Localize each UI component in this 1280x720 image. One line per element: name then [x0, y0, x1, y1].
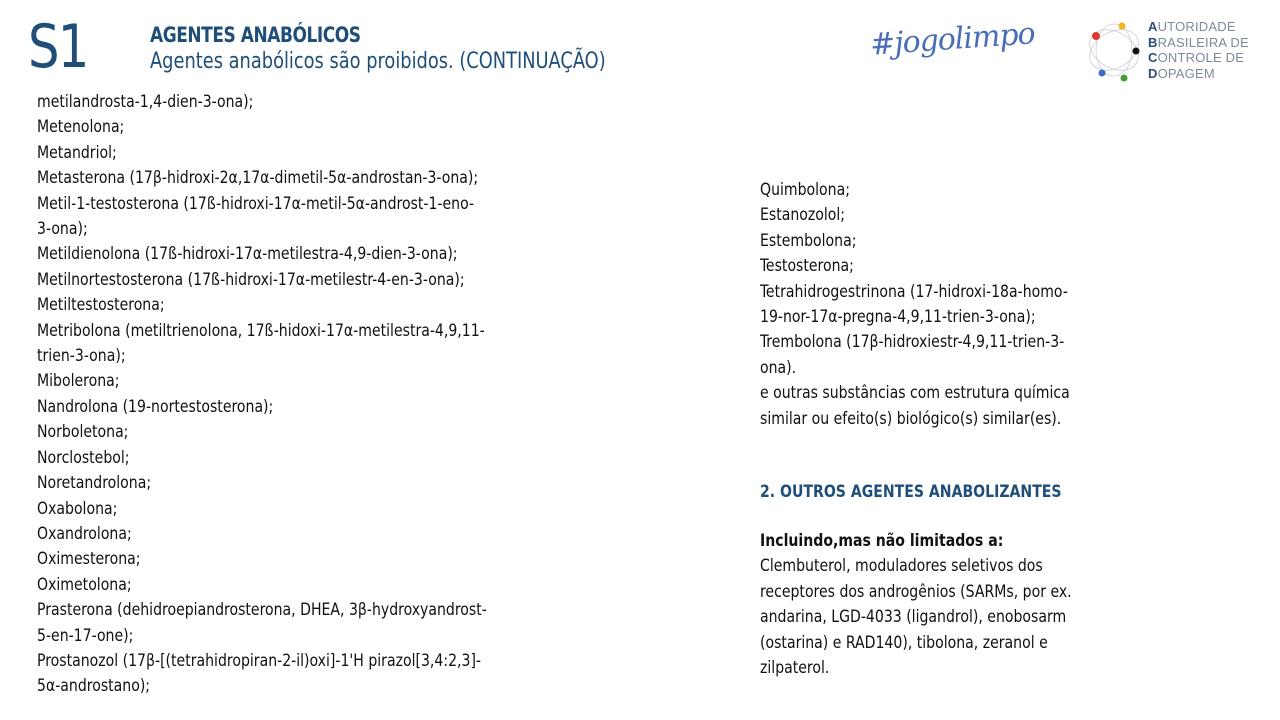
list-line: Metilnortestosterona (17ß-hidroxi-17α-metilestr-4-en-3-ona); — [37, 269, 465, 290]
list-line: Quimbolona; — [760, 180, 850, 200]
substance-list-left — [37, 90, 526, 700]
list-line: 5α-androstano); — [37, 676, 151, 697]
substance-list-right — [760, 178, 1097, 432]
list-line: Metil-1-testosterona (17ß-hidroxi-17α-metil-5α-androst-1-eno- — [37, 193, 475, 214]
list-line: Estembolona; — [760, 230, 857, 251]
list-line: Oximetolona; — [37, 574, 132, 595]
list-line: Metasterona (17β-hidroxi-2α,17α-dimetil-5α-androstan-3-ona); — [37, 168, 479, 189]
intro-label: Incluindo,mas não limitados a: — [760, 531, 1004, 551]
list-line: Estanozolol; — [760, 205, 846, 226]
list-line: Metandriol; — [37, 142, 117, 163]
page-subtitle: Agentes anabólicos são proibidos. (CONTINUAÇÃO) — [150, 49, 606, 74]
list-line: Testosterona; — [760, 256, 854, 277]
list-line: Norclostebol; — [37, 447, 130, 468]
list-line: e outras substâncias com estrutura química — [760, 383, 1070, 404]
list-line: zilpaterol. — [760, 658, 830, 679]
abcd-logo-icon — [1084, 14, 1144, 84]
list-line: similar ou efeito(s) biológico(s) similar(es). — [760, 408, 1062, 429]
list-line: Mibolerona; — [37, 371, 120, 392]
list-line: Clembuterol, moduladores seletivos dos — [760, 556, 1043, 577]
section-heading: 2. OUTROS AGENTES ANABOLIZANTES — [760, 482, 1062, 502]
org-name: AUTORIDADE BRASILEIRA DE CONTROLE DE DOPAGEM — [1148, 19, 1249, 81]
list-line: Prostanozol (17β-[(tetrahidropiran-2-il)oxi]-1'H pirazol[3,4:2,3]- — [37, 650, 482, 671]
list-line: Noretandrolona; — [37, 473, 152, 494]
list-line: 5-en-17-one); — [37, 625, 134, 646]
list-line: andarina, LGD-4033 (ligandrol), enobosarm — [760, 607, 1067, 628]
list-line: Metribolona (metiltrienolona, 17ß-hidoxi-17α-metilestra-4,9,11- — [37, 320, 485, 341]
list-line: 3-ona); — [37, 219, 88, 240]
list-line: Trembolona (17β-hidroxiestr-4,9,11-trien-3- — [760, 332, 1065, 353]
hashtag-logo: #jogolimpo — [868, 16, 1036, 63]
list-line: Metenolona; — [37, 117, 125, 138]
list-line: receptores dos androgênios (SARMs, por ex. — [760, 581, 1072, 602]
list-line: Oxabolona; — [37, 498, 118, 519]
list-line: Nandrolona (19-nortestosterona); — [37, 396, 274, 417]
list-line: Norboletona; — [37, 422, 129, 443]
page-title: AGENTES ANABÓLICOS — [150, 23, 361, 47]
list-line: Metiltestosterona; — [37, 295, 165, 316]
other-agents-block — [760, 529, 1099, 681]
list-line: Oxandrolona; — [37, 523, 132, 544]
list-line: 19-nor-17α-pregna-4,9,11-trien-3-ona); — [760, 307, 1036, 328]
list-line: Metildienolona (17ß-hidroxi-17α-metilestra-4,9-dien-3-ona); — [37, 244, 458, 265]
list-line: trien-3-ona); — [37, 346, 126, 367]
section-code: S1 — [28, 12, 88, 82]
list-line: Oximesterona; — [37, 549, 141, 570]
list-line: metilandrosta-1,4-dien-3-ona); — [37, 92, 254, 112]
list-line: Prasterona (dehidroepiandrosterona, DHEA, 3β-hydroxyandrost- — [37, 600, 487, 621]
list-line: (ostarina) e RAD140), tibolona, zeranol e — [760, 632, 1048, 653]
header-block — [150, 22, 656, 76]
list-line: Tetrahidrogestrinona (17-hidroxi-18a-homo- — [760, 281, 1068, 302]
list-line: ona). — [760, 357, 797, 378]
